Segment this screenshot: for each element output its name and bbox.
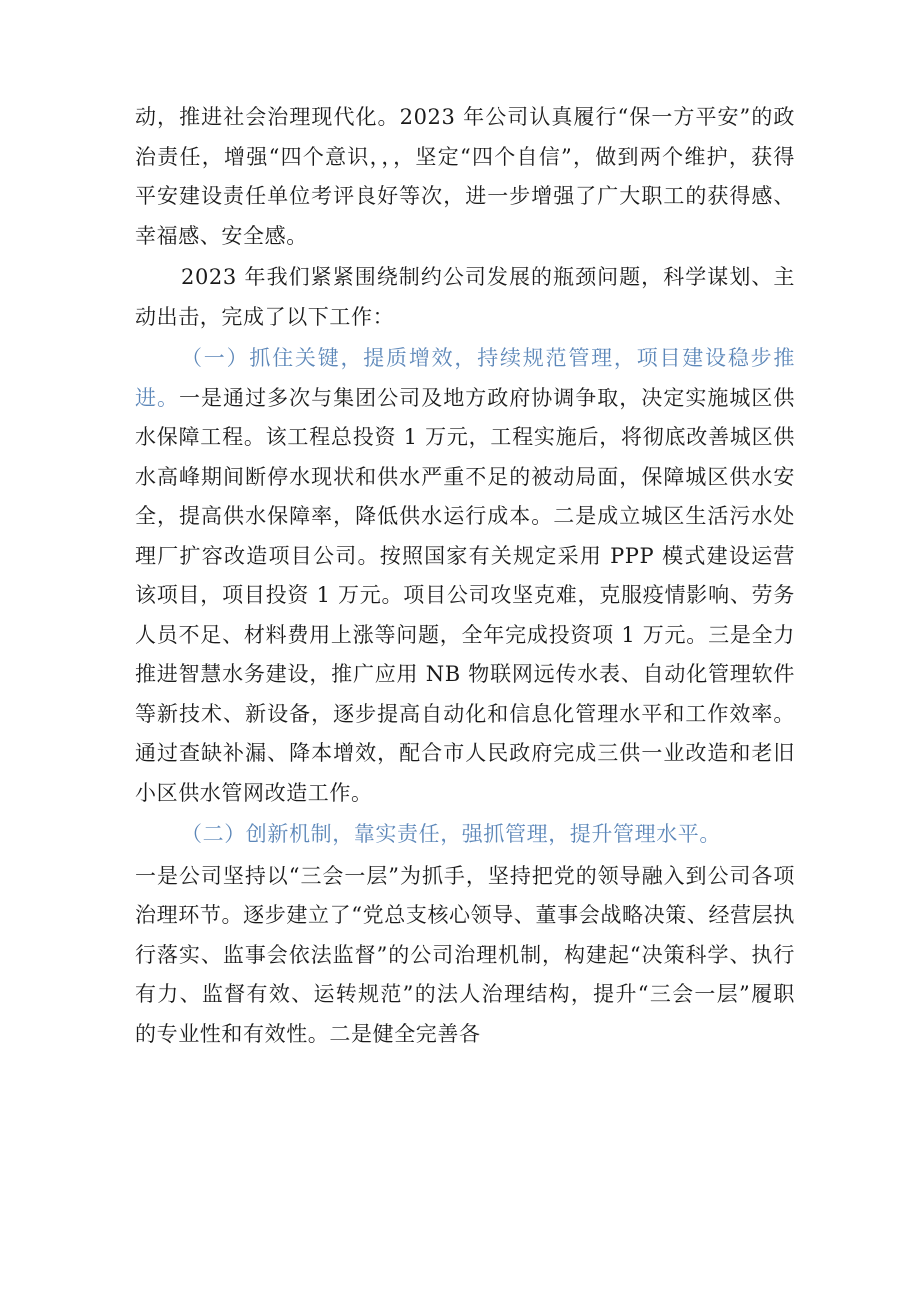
paragraph-continuation — [135, 98, 795, 256]
section-heading-two: （二）创新机制，靠实责任，强抓管理，提升管理水平。 — [181, 822, 721, 846]
paragraph-intro — [135, 258, 795, 337]
paragraph-section-one — [135, 339, 795, 813]
paragraph-text: 2023 年我们紧紧围绕制约公司发展的瓶颈问题，科学谋划、主动出击，完成了以下工作： — [135, 265, 795, 329]
document-body — [135, 98, 795, 1056]
paragraph-section-two-heading — [135, 815, 795, 855]
paragraph-text: 一是通过多次与集团公司及地方政府协调争取，决定实施城区供水保障工程。该工程总投资 1 万元，工程实施后，将彻底改善城区供水高峰期间断停水现状和供水严重不足的被动局面，保障城区供水安全，提高供水保障率，降低供水运行成本。二是成立城区生活污水处理厂扩容改造项目公司。按照国家有关规定采用 PPP 模式建设运营该项目，项目投资 1 万元。项目公司攻坚克难，克服疫情影响、劳务人员不足、材料费用上涨等问题，全年完成投资项 1 万元。三是全力推进智慧水务建设，推广应用 NB 物联网远传水表、自动化管理软件等新技术、新设备，逐步提高自动化和信息化管理水平和工作效率。通过查缺补漏、降本增效，配合市人民政府完成三供一业改造和老旧小区供水管网改造工作。 — [135, 385, 795, 805]
paragraph-section-two-body — [135, 857, 795, 1055]
paragraph-text: 一是公司坚持以“三会一层”为抓手，坚持把党的领导融入到公司各项治理环节。逐步建立了“党总支核心领导、董事会战略决策、经营层执行落实、监事会依法监督”的公司治理机制，构建起“决策科学、执行有力、监督有效、运转规范”的法人治理结构，提升“三会一层”履职的专业性和有效性。二是健全完善各 — [135, 863, 795, 1046]
paragraph-text: 动，推进社会治理现代化。2023 年公司认真履行“保一方平安”的政治责任，增强“四个意识，，，坚定“四个自信”，做到两个维护，获得平安建设责任单位考评良好等次，进一步增强了广大职工的获得感、幸福感、安全感。 — [135, 105, 795, 248]
section-heading-one: （一）抓住关键，提质增效，持续规范管理，项目建设稳步推进。 — [135, 346, 795, 410]
